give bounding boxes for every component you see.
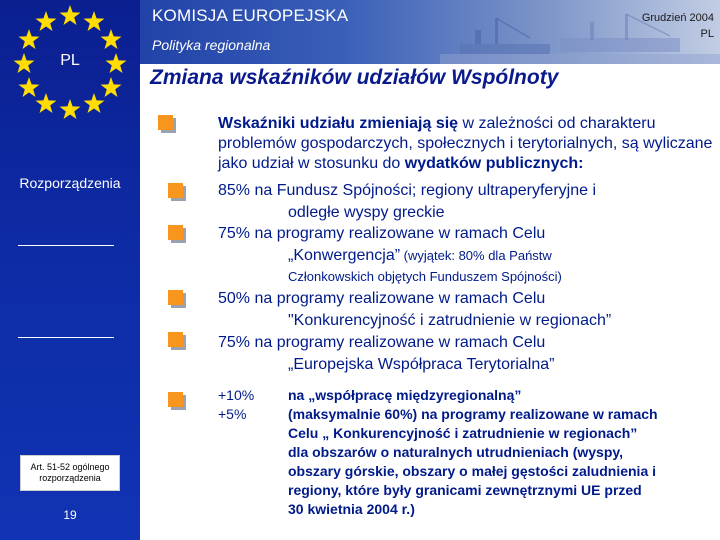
bonus-line: obszary górskie, obszary o małej gęstości zaludnienia i — [288, 463, 657, 479]
star-icon — [84, 11, 105, 31]
bonus-line: regiony, które były granicami zewnętrznymi UE przed — [288, 482, 642, 498]
divider — [18, 245, 114, 246]
rate-item-1-cont: odległe wyspy greckie — [288, 204, 445, 221]
rate-item-2-cont — [288, 246, 552, 266]
divider — [18, 337, 114, 338]
bonus-line: Celu „ Konkurencyjność i zatrudnienie w regionach” — [288, 425, 638, 441]
star-icon — [36, 11, 57, 31]
bonus-rate-1: +10% — [218, 387, 255, 403]
slide-title: Zmiana wskaźników udziałów Wspólnoty — [150, 66, 559, 89]
rate-percent: 75% — [218, 225, 251, 242]
rate-text: na Fundusz Spójności; regiony ultraperyferyjne i — [250, 182, 596, 199]
rate-item-1 — [218, 181, 714, 201]
bullet-icon — [168, 225, 186, 243]
bonus-line: dla obszarów o naturalnych utrudnieniach (wyspy, — [288, 444, 624, 460]
bonus-line: (maksymalnie 60%) na programy realizowane w ramach — [288, 406, 658, 422]
organization-name: KOMISJA EUROPEJSKA — [152, 6, 349, 25]
bullet-icon — [168, 290, 186, 308]
article-reference-box: Art. 51-52 ogólnego rozporządzenia — [20, 455, 120, 491]
country-code: PL — [60, 52, 80, 69]
page-number: 19 — [63, 508, 77, 522]
rate-text: na programy realizowane w ramach Celu — [250, 225, 546, 242]
rate-percent: 75% — [218, 334, 251, 351]
bonus-line: 30 kwietnia 2004 r.) — [288, 501, 415, 517]
bullet-icon — [168, 332, 186, 350]
rate-item-3-cont: "Konkurencyjność i zatrudnienie w regionach” — [288, 312, 612, 329]
rate-text: na programy realizowane w ramach Celu — [250, 290, 546, 307]
sidebar — [0, 0, 140, 540]
policy-name: Polityka regionalna — [152, 37, 271, 53]
star-icon — [19, 29, 40, 49]
exception-note-cont: Członkowskich objętych Funduszem Spójności) — [288, 269, 562, 284]
bonus-line: na „współpracę międzyregionalną” — [288, 387, 522, 403]
intro-bold: Wskaźniki udziału zmieniają się — [218, 115, 459, 132]
rate-text: na programy realizowane w ramach Celu — [250, 334, 546, 351]
rate-item-3 — [218, 289, 714, 309]
intro-bold-end: wydatków publicznych: — [404, 155, 584, 172]
objective-name: „Konwergencja” — [288, 247, 401, 264]
bullet-icon — [168, 183, 186, 201]
bonus-rate-2: +5% — [218, 406, 247, 422]
star-icon — [101, 29, 122, 49]
bullet-icon — [168, 392, 186, 410]
rate-percent: 85% — [218, 182, 251, 199]
bonus-description — [288, 386, 718, 519]
bullet-icon — [158, 115, 176, 133]
date-label: Grudzień 2004 — [641, 12, 714, 24]
star-icon — [101, 77, 122, 97]
star-icon — [60, 99, 81, 119]
exception-note: (wyjątek: 80% dla Państw — [400, 248, 552, 263]
rate-item-4-cont: „Europejska Współpraca Terytorialna” — [288, 356, 555, 373]
rate-item-4 — [218, 333, 714, 353]
star-icon — [106, 53, 127, 73]
star-icon — [60, 5, 81, 25]
star-icon — [36, 93, 57, 113]
language-label: PL — [700, 28, 714, 40]
intro-text: w zależności od charakteru problemów gospodarczych, społecznych i terytorialnych, są wyliczane jako udział w stosunku do — [218, 115, 713, 172]
intro-paragraph — [218, 114, 714, 174]
star-icon — [19, 77, 40, 97]
rate-item-2 — [218, 224, 714, 244]
star-icon — [14, 53, 35, 73]
sidebar-title: Rozporządzenia — [19, 175, 121, 191]
star-icon — [84, 93, 105, 113]
rate-percent: 50% — [218, 290, 251, 307]
